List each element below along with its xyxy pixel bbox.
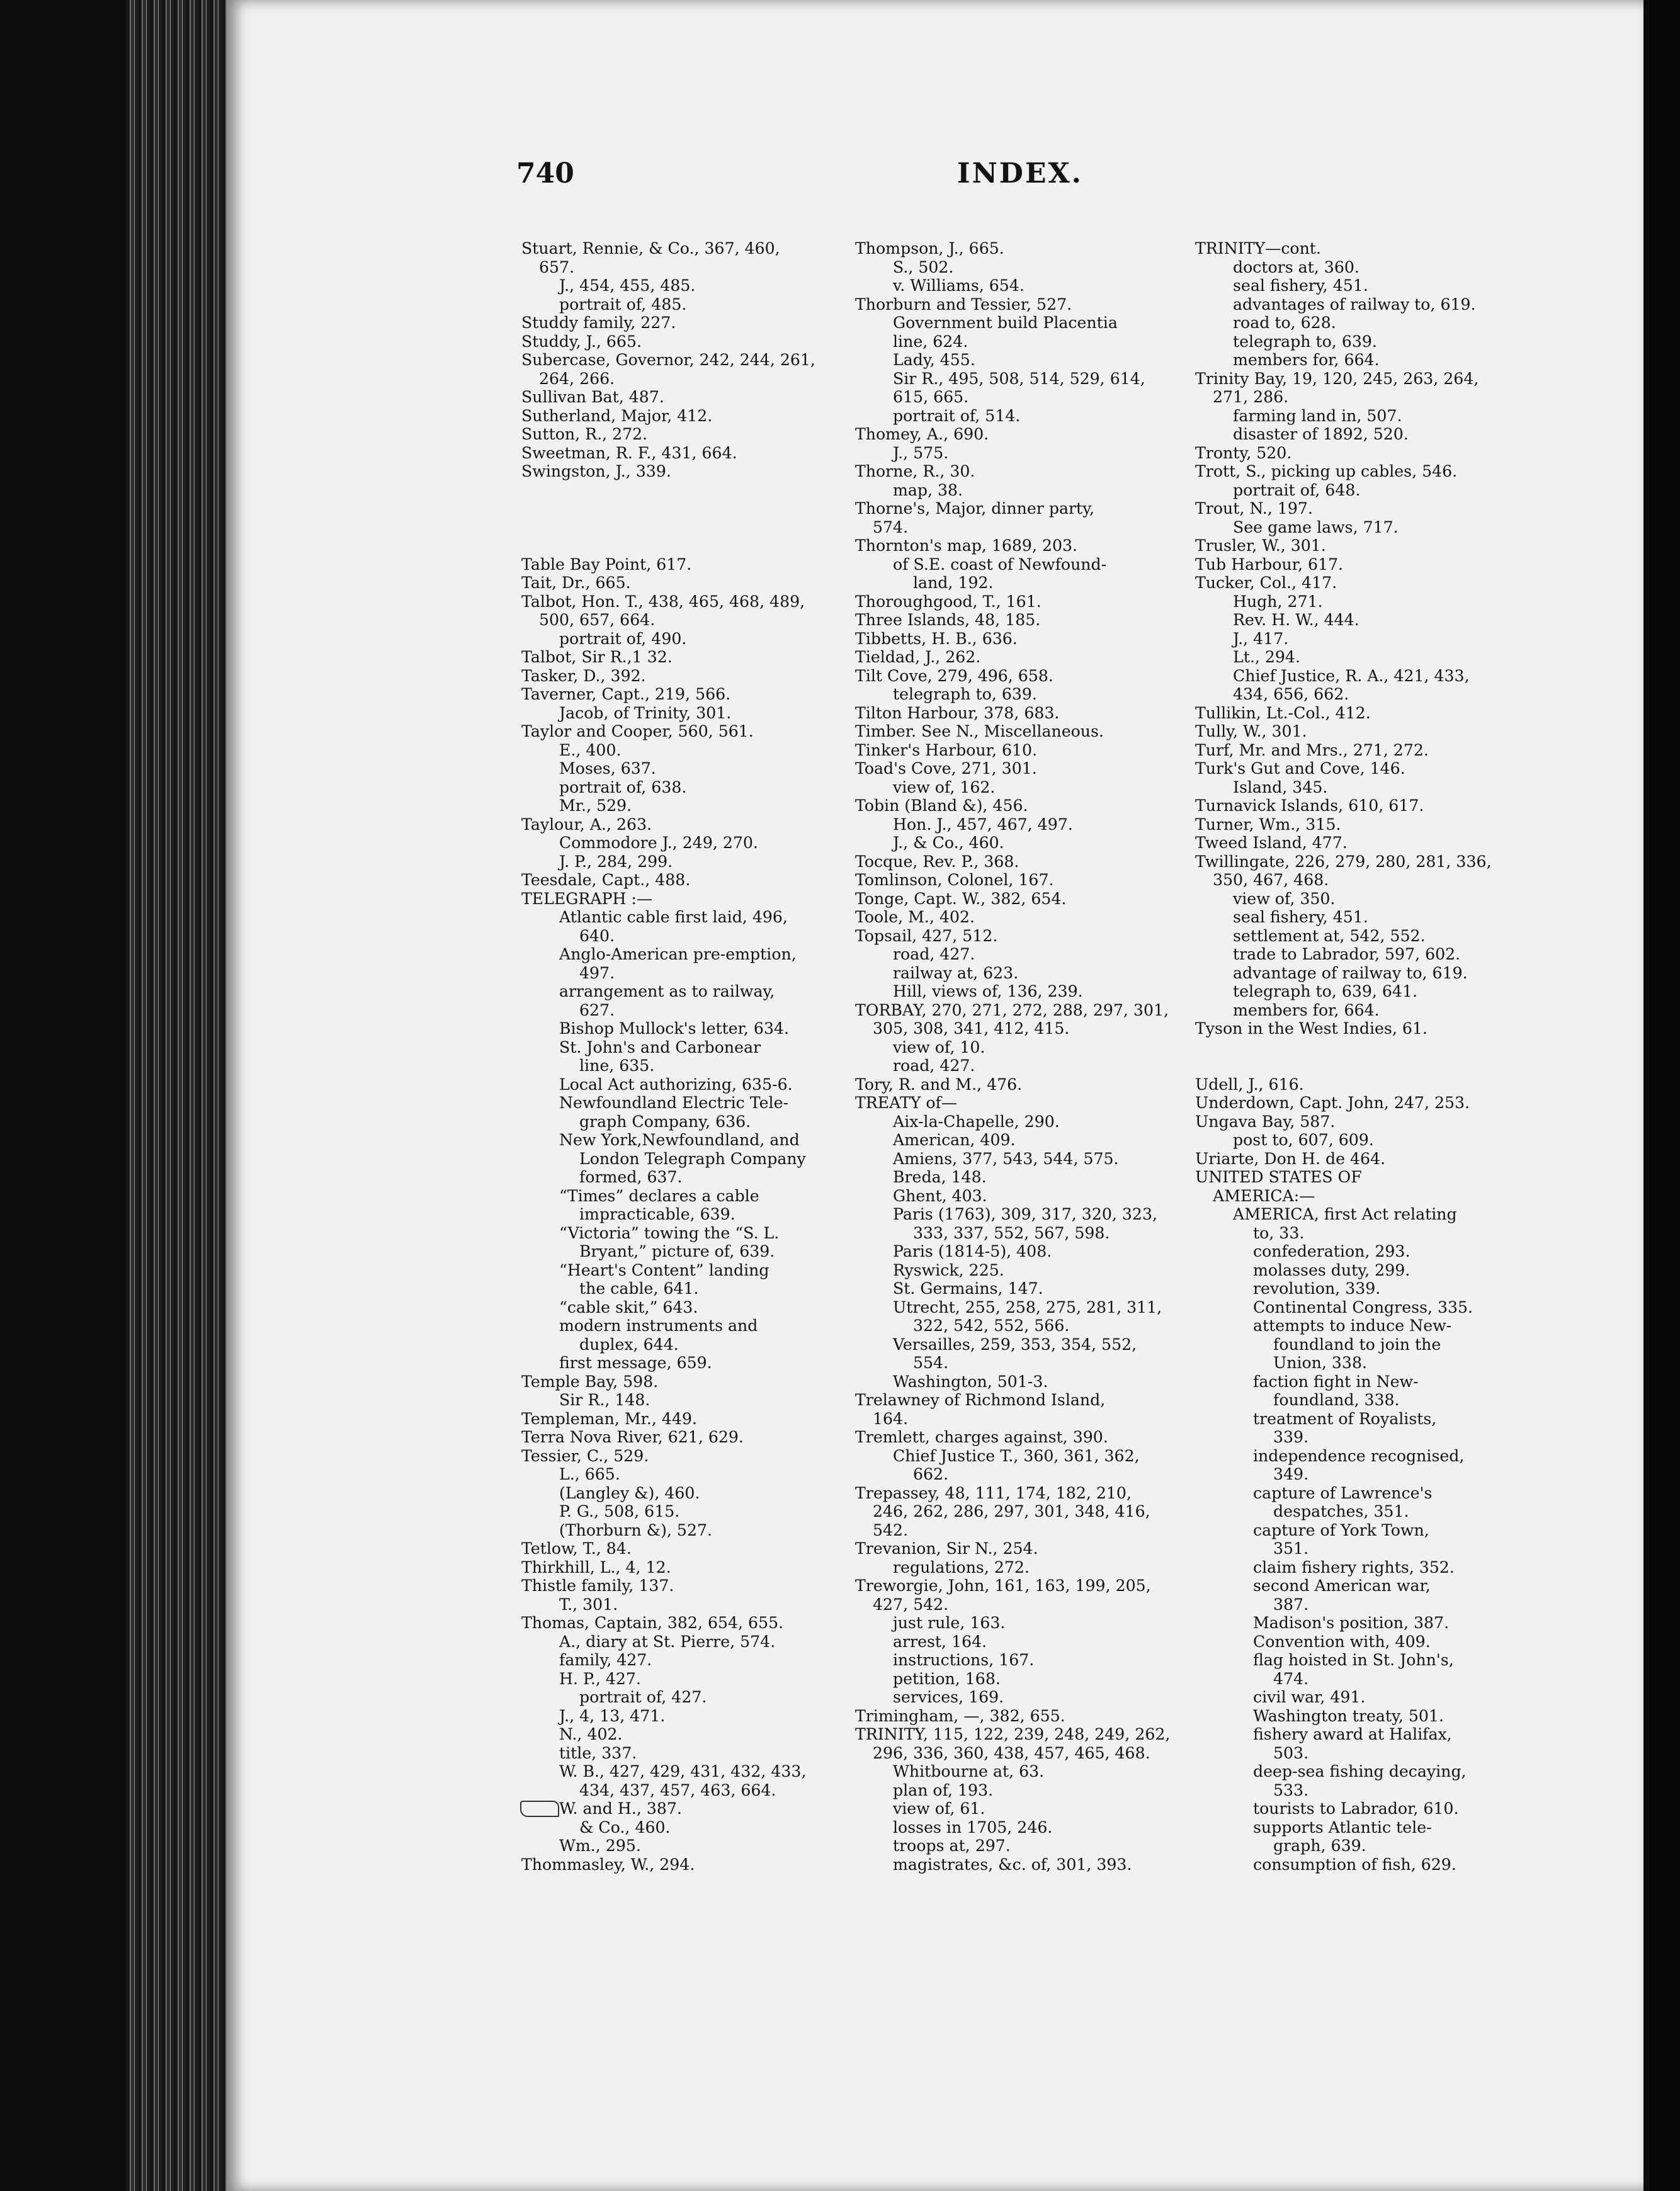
index-entry: Government build Placentia: [893, 314, 1118, 332]
index-entry: Thomey, A., 690.: [855, 425, 989, 443]
index-entry: line, 635.: [579, 1056, 655, 1075]
index-entry: graph Company, 636.: [579, 1112, 751, 1131]
index-entry: farming land in, 507.: [1233, 406, 1402, 425]
index-entry: Tibbetts, H. B., 636.: [855, 629, 1018, 648]
index-entry: (Langley &), 460.: [559, 1483, 700, 1502]
index-entry: tourists to Labrador, 610.: [1253, 1799, 1459, 1818]
index-entry: UNITED STATES OF: [1195, 1168, 1362, 1186]
index-entry: telegraph to, 639.: [893, 685, 1037, 703]
index-entry: supports Atlantic tele-: [1253, 1818, 1432, 1837]
index-entry: road, 427.: [893, 945, 975, 963]
spacer: [1195, 1038, 1507, 1057]
index-entry: impracticable, 639.: [579, 1205, 735, 1223]
index-entry: J., 575.: [893, 443, 949, 462]
index-entry: Trimingham, —, 382, 655.: [855, 1706, 1065, 1725]
index-entry: Taverner, Capt., 219, 566.: [521, 685, 731, 703]
index-entry: second American war,: [1253, 1577, 1431, 1595]
index-entry: L., 665.: [559, 1465, 620, 1483]
index-entry: Bryant,” picture of, 639.: [579, 1242, 775, 1260]
index-entry: 627.: [579, 1000, 615, 1019]
index-entry: Tasker, D., 392.: [521, 666, 646, 685]
index-entry: Swingston, J., 339.: [521, 462, 671, 480]
index-entry: Tub Harbour, 617.: [1195, 555, 1344, 574]
index-entry: J., & Co., 460.: [893, 834, 1004, 852]
index-entry: AMERICA, first Act relating: [1233, 1205, 1457, 1223]
index-entry: Convention with, 409.: [1253, 1632, 1431, 1651]
index-entry: deep-sea fishing decaying,: [1253, 1762, 1467, 1781]
index-entry: 657.: [539, 258, 575, 276]
index-entry: AMERICA:—: [1213, 1186, 1315, 1205]
index-entry: 427, 542.: [873, 1595, 949, 1614]
index-entry: Atlantic cable first laid, 496,: [559, 908, 788, 926]
index-entry: advantages of railway to, 619.: [1233, 295, 1476, 314]
index-entry: Utrecht, 255, 258, 275, 281, 311,: [893, 1298, 1162, 1316]
index-entry: Breda, 148.: [893, 1168, 987, 1186]
index-entry: American, 409.: [893, 1131, 1016, 1149]
index-entry: Tessier, C., 529.: [521, 1446, 649, 1465]
index-entry: troops at, 297.: [893, 1837, 1011, 1855]
spacer: [521, 536, 836, 555]
index-entry: Trelawney of Richmond Island,: [855, 1391, 1106, 1409]
right-dark-border: [1650, 0, 1680, 2191]
index-entry: St. Germains, 147.: [893, 1279, 1043, 1298]
index-entry: view of, 10.: [893, 1038, 985, 1056]
index-entry: of S.E. coast of Newfound-: [893, 555, 1107, 574]
index-entry: members for, 664.: [1233, 1000, 1380, 1019]
index-entry: formed, 637.: [579, 1168, 683, 1186]
index-entry: Tullikin, Lt.-Col., 412.: [1195, 703, 1371, 722]
index-entry: Talbot, Hon. T., 438, 465, 468, 489,: [521, 592, 805, 611]
index-entry: disaster of 1892, 520.: [1233, 425, 1409, 443]
index-entry: “Heart's Content” landing: [559, 1260, 769, 1279]
index-entry: Tremlett, charges against, 390.: [855, 1428, 1108, 1446]
index-entry: Studdy family, 227.: [521, 314, 676, 332]
index-entry: Tinker's Harbour, 610.: [855, 740, 1038, 759]
index-entry: Amiens, 377, 543, 544, 575.: [893, 1149, 1119, 1168]
index-entry: 387.: [1273, 1595, 1309, 1614]
index-entry: doctors at, 360.: [1233, 258, 1359, 276]
index-entry: 500, 657, 664.: [539, 611, 656, 629]
index-entry: Ghent, 403.: [893, 1186, 987, 1205]
index-entry: Stuart, Rennie, & Co., 367, 460,: [521, 239, 780, 258]
index-entry: Commodore J., 249, 270.: [559, 834, 758, 852]
index-entry: Sullivan Bat, 487.: [521, 388, 664, 406]
index-entry: Studdy, J., 665.: [521, 332, 642, 351]
index-entry: magistrates, &c. of, 301, 393.: [893, 1855, 1132, 1874]
index-entry: plan of, 193.: [893, 1781, 994, 1799]
index-entry: Taylour, A., 263.: [521, 815, 652, 834]
index-entry: TRINITY, 115, 122, 239, 248, 249, 262,: [855, 1725, 1171, 1743]
index-entry: portrait of, 490.: [559, 629, 687, 648]
index-entry: Paris (1814-5), 408.: [893, 1242, 1052, 1260]
index-entry: New York,Newfoundland, and: [559, 1131, 800, 1149]
index-entry: Thoroughgood, T., 161.: [855, 592, 1041, 611]
index-entry: 350, 467, 468.: [1213, 871, 1329, 889]
index-entry: J. P., 284, 299.: [559, 852, 673, 871]
index-entry: Island, 345.: [1233, 778, 1328, 796]
index-entry: Sweetman, R. F., 431, 664.: [521, 443, 737, 462]
index-entry: members for, 664.: [1233, 351, 1380, 369]
index-entry: Lady, 455.: [893, 351, 975, 369]
index-entry: “Times” declares a cable: [559, 1186, 759, 1205]
index-entry: N., 402.: [559, 1725, 623, 1743]
index-entry: portrait of, 485.: [559, 295, 687, 314]
index-entry: seal fishery, 451.: [1233, 276, 1368, 295]
index-entry: despatches, 351.: [1273, 1502, 1409, 1520]
index-entry: 246, 262, 286, 297, 301, 348, 416,: [873, 1502, 1150, 1520]
index-entry: Jacob, of Trinity, 301.: [559, 703, 732, 722]
index-entry: Hon. J., 457, 467, 497.: [893, 815, 1073, 834]
index-entry: TREATY of—: [855, 1094, 958, 1112]
index-entry: Tyson in the West Indies, 61.: [1195, 1019, 1427, 1038]
index-entry: Tieldad, J., 262.: [855, 648, 981, 666]
index-entry: foundland to join the: [1273, 1335, 1441, 1354]
index-entry: Thorne's, Major, dinner party,: [855, 499, 1095, 518]
index-entry: graph, 639.: [1273, 1837, 1366, 1855]
index-entry: 339.: [1273, 1428, 1309, 1446]
index-entry: Tomlinson, Colonel, 167.: [855, 871, 1054, 889]
index-entry: “Victoria” towing the “S. L.: [559, 1223, 780, 1242]
index-entry: treatment of Royalists,: [1253, 1409, 1437, 1428]
index-entry: the cable, 641.: [579, 1279, 699, 1298]
index-entry: capture of Lawrence's: [1253, 1483, 1433, 1502]
index-entry: first message, 659.: [559, 1354, 712, 1372]
index-entry: Toole, M., 402.: [855, 908, 975, 926]
spacer: [521, 518, 836, 537]
index-entry: seal fishery, 451.: [1233, 908, 1368, 926]
index-entry: W. and H., 387.: [559, 1799, 682, 1818]
index-entry: portrait of, 514.: [893, 406, 1021, 425]
index-entry: Terra Nova River, 621, 629.: [521, 1428, 744, 1446]
index-entry: title, 337.: [559, 1743, 637, 1762]
index-entry: Tory, R. and M., 476.: [855, 1075, 1023, 1094]
index-entry: Temple Bay, 598.: [521, 1372, 659, 1391]
index-entry: capture of York Town,: [1253, 1520, 1429, 1539]
index-entry: Trott, S., picking up cables, 546.: [1195, 462, 1458, 480]
index-entry: 271, 286.: [1213, 388, 1289, 406]
index-entry: view of, 61.: [893, 1799, 985, 1818]
index-entry: Tweed Island, 477.: [1195, 834, 1348, 852]
index-entry: civil war, 491.: [1253, 1688, 1366, 1706]
index-entry: (Thorburn &), 527.: [559, 1520, 713, 1539]
index-entry: regulations, 272.: [893, 1558, 1030, 1577]
index-entry: Lt., 294.: [1233, 648, 1300, 666]
index-entry: portrait of, 648.: [1233, 480, 1361, 499]
index-entry: Turf, Mr. and Mrs., 271, 272.: [1195, 740, 1429, 759]
index-entry: Anglo-American pre-emption,: [559, 945, 797, 963]
index-entry: 264, 266.: [539, 369, 615, 388]
index-entry: faction fight in New-: [1253, 1372, 1419, 1391]
index-entry: Timber. See N., Miscellaneous.: [855, 722, 1104, 740]
index-entry: Teesdale, Capt., 488.: [521, 871, 691, 889]
index-entry: E., 400.: [559, 740, 621, 759]
index-entry: Hill, views of, 136, 239.: [893, 982, 1083, 1000]
index-entry: v. Williams, 654.: [893, 276, 1024, 295]
index-entry: Tait, Dr., 665.: [521, 574, 631, 592]
index-entry: portrait of, 638.: [559, 778, 687, 796]
index-entry: advantage of railway to, 619.: [1233, 963, 1468, 982]
index-entry: Sir R., 495, 508, 514, 529, 614,: [893, 369, 1145, 388]
index-entry: road, 427.: [893, 1056, 975, 1075]
page-edges: [126, 0, 236, 2191]
index-entry: Trinity Bay, 19, 120, 245, 263, 264,: [1195, 369, 1479, 388]
index-entry: Tully, W., 301.: [1195, 722, 1307, 740]
index-entry: instructions, 167.: [893, 1651, 1035, 1669]
index-entry: Treworgie, John, 161, 163, 199, 205,: [855, 1577, 1151, 1595]
index-entry: revolution, 339.: [1253, 1279, 1381, 1298]
index-entry: Sir R., 148.: [559, 1391, 650, 1409]
index-entry: J., 454, 455, 485.: [559, 276, 696, 295]
index-entry: Tronty, 520.: [1195, 443, 1292, 462]
index-entry: Tucker, Col., 417.: [1195, 574, 1337, 592]
index-entry: Turk's Gut and Cove, 146.: [1195, 759, 1405, 778]
index-entry: Bishop Mullock's letter, 634.: [559, 1019, 789, 1038]
index-entry: settlement at, 542, 552.: [1233, 926, 1426, 945]
index-entry: J., 417.: [1233, 629, 1289, 648]
index-entry: Paris (1763), 309, 317, 320, 323,: [893, 1205, 1157, 1223]
index-entry: Turner, Wm., 315.: [1195, 815, 1341, 834]
index-entry: T., 301.: [559, 1595, 618, 1614]
index-entry: modern instruments and: [559, 1316, 758, 1335]
index-entry: view of, 162.: [893, 778, 996, 796]
index-entry: Versailles, 259, 353, 354, 552,: [893, 1335, 1137, 1354]
index-entry: post to, 607, 609.: [1233, 1131, 1374, 1149]
index-entry: just rule, 163.: [893, 1614, 1006, 1632]
index-entry: St. John's and Carbonear: [559, 1038, 761, 1056]
index-entry: & Co., 460.: [579, 1818, 671, 1837]
index-entry: J., 4, 13, 471.: [559, 1706, 666, 1725]
index-entry: P. G., 508, 615.: [559, 1502, 680, 1520]
index-entry: Thorne, R., 30.: [855, 462, 975, 480]
index-entry: 434, 656, 662.: [1233, 685, 1349, 703]
index-column-2: [855, 239, 1179, 1874]
index-entry: 474.: [1273, 1669, 1309, 1688]
index-entry: foundland, 338.: [1273, 1391, 1400, 1409]
page-number: 740: [516, 157, 574, 190]
index-entry: Thirkhill, L., 4, 12.: [521, 1558, 671, 1577]
index-entry: Trepassey, 48, 111, 174, 182, 210,: [855, 1483, 1132, 1502]
spacer: [1195, 1056, 1507, 1075]
index-entry: TRINITY—cont.: [1195, 239, 1321, 258]
index-entry: Trusler, W., 301.: [1195, 536, 1326, 555]
index-entry: See game laws, 717.: [1233, 518, 1399, 536]
index-entry: Moses, 637.: [559, 759, 656, 778]
index-entry: Toad's Cove, 271, 301.: [855, 759, 1037, 778]
index-entry: Tilton Harbour, 378, 683.: [855, 703, 1060, 722]
index-entry: claim fishery rights, 352.: [1253, 1558, 1455, 1577]
index-entry: Continental Congress, 335.: [1253, 1298, 1473, 1316]
index-entry: 164.: [873, 1409, 909, 1428]
index-entry: Hugh, 271.: [1233, 592, 1323, 611]
index-entry: Thistle family, 137.: [521, 1577, 674, 1595]
index-entry: 615, 665.: [893, 388, 969, 406]
index-entry: Chief Justice T., 360, 361, 362,: [893, 1446, 1140, 1465]
index-column-1: [521, 239, 836, 1874]
index-entry: Table Bay Point, 617.: [521, 555, 692, 574]
index-entry: TELEGRAPH :—: [521, 889, 653, 908]
index-entry: 533.: [1273, 1781, 1309, 1799]
index-column-3: [1195, 239, 1507, 1874]
index-entry: road to, 628.: [1233, 314, 1336, 332]
index-entry: TORBAY, 270, 271, 272, 288, 297, 301,: [855, 1000, 1169, 1019]
index-entry: 662.: [913, 1465, 949, 1483]
index-entry: services, 169.: [893, 1688, 1004, 1706]
index-entry: Udell, J., 616.: [1195, 1075, 1304, 1094]
index-entry: confederation, 293.: [1253, 1242, 1410, 1260]
index-entry: losses in 1705, 246.: [893, 1818, 1053, 1837]
index-entry: Talbot, Sir R.,1 32.: [521, 648, 673, 666]
index-entry: Templeman, Mr., 449.: [521, 1409, 698, 1428]
index-entry: 305, 308, 341, 412, 415.: [873, 1019, 1070, 1038]
index-entry: map, 38.: [893, 480, 963, 499]
index-entry: line, 624.: [893, 332, 968, 351]
index-entry: Washington treaty, 501.: [1253, 1706, 1444, 1725]
index-entry: arrest, 164.: [893, 1632, 987, 1651]
index-entry: 640.: [579, 926, 615, 945]
index-entry: London Telegraph Company: [579, 1149, 806, 1168]
index-entry: Ungava Bay, 587.: [1195, 1112, 1336, 1131]
index-entry: Washington, 501-3.: [893, 1372, 1048, 1391]
index-entry: Three Islands, 48, 185.: [855, 611, 1041, 629]
index-entry: Sutherland, Major, 412.: [521, 406, 713, 425]
index-entry: Topsail, 427, 512.: [855, 926, 998, 945]
index-entry: Madison's position, 387.: [1253, 1614, 1450, 1632]
index-entry: Aix-la-Chapelle, 290.: [893, 1112, 1060, 1131]
index-entry: Mr., 529.: [559, 796, 632, 815]
index-entry: 434, 437, 457, 463, 664.: [579, 1781, 776, 1799]
index-entry: 574.: [873, 518, 909, 536]
index-entry: 333, 337, 552, 567, 598.: [913, 1223, 1110, 1242]
index-entry: Trout, N., 197.: [1195, 499, 1313, 518]
index-entry: petition, 168.: [893, 1669, 1001, 1688]
page-title: INDEX.: [957, 157, 1083, 190]
index-entry: Thomas, Captain, 382, 654, 655.: [521, 1614, 784, 1632]
index-entry: Subercase, Governor, 242, 244, 261,: [521, 351, 815, 369]
index-entry: Chief Justice, R. A., 421, 433,: [1233, 666, 1470, 685]
index-entry: to, 33.: [1253, 1223, 1305, 1242]
index-entry: Tilt Cove, 279, 496, 658.: [855, 666, 1053, 685]
index-entry: Thompson, J., 665.: [855, 239, 1004, 258]
index-entry: Underdown, Capt. John, 247, 253.: [1195, 1094, 1470, 1112]
index-entry: Wm., 295.: [559, 1837, 641, 1855]
index-entry: Tobin (Bland &), 456.: [855, 796, 1028, 815]
index-entry: consumption of fish, 629.: [1253, 1855, 1456, 1874]
index-entry: 322, 542, 552, 566.: [913, 1316, 1070, 1335]
index-entry: Tetlow, T., 84.: [521, 1539, 632, 1558]
index-entry: fishery award at Halifax,: [1253, 1725, 1452, 1743]
index-entry: duplex, 644.: [579, 1335, 679, 1354]
index-entry: Uriarte, Don H. de 464.: [1195, 1149, 1386, 1168]
index-entry: H. P., 427.: [559, 1669, 641, 1688]
index-entry: telegraph to, 639, 641.: [1233, 982, 1417, 1000]
printer-ornament-icon: [520, 1801, 559, 1817]
index-entry: Ryswick, 225.: [893, 1260, 1004, 1279]
index-entry: Thorburn and Tessier, 527.: [855, 295, 1072, 314]
index-entry: “cable skit,” 643.: [559, 1298, 698, 1316]
index-entry: S., 502.: [893, 258, 954, 276]
index-entry: 503.: [1273, 1743, 1309, 1762]
index-entry: Sutton, R., 272.: [521, 425, 648, 443]
index-entry: Taylor and Cooper, 560, 561.: [521, 722, 754, 740]
index-entry: 542.: [873, 1520, 909, 1539]
index-entry: A., diary at St. Pierre, 574.: [559, 1632, 776, 1651]
index-entry: view of, 350.: [1233, 889, 1336, 908]
index-entry: Rev. H. W., 444.: [1233, 611, 1359, 629]
index-entry: Thommasley, W., 294.: [521, 1855, 695, 1874]
index-entry: portrait of, 427.: [579, 1688, 707, 1706]
index-entry: trade to Labrador, 597, 602.: [1233, 945, 1461, 963]
index-entry: independence recognised,: [1253, 1446, 1465, 1465]
index-entry: molasses duty, 299.: [1253, 1260, 1410, 1279]
spacer: [521, 481, 836, 500]
index-entry: Whitbourne at, 63.: [893, 1762, 1045, 1781]
index-entry: land, 192.: [913, 574, 994, 592]
index-entry: Turnavick Islands, 610, 617.: [1195, 796, 1424, 815]
index-entry: 349.: [1273, 1465, 1309, 1483]
index-entry: Thornton's map, 1689, 203.: [855, 536, 1078, 555]
index-entry: Trevanion, Sir N., 254.: [855, 1539, 1038, 1558]
index-entry: arrangement as to railway,: [559, 982, 775, 1000]
index-entry: Union, 338.: [1273, 1354, 1367, 1372]
index-entry: 554.: [913, 1354, 949, 1372]
index-entry: railway at, 623.: [893, 963, 1019, 982]
index-entry: Local Act authorizing, 635-6.: [559, 1075, 793, 1094]
spacer: [521, 499, 836, 518]
index-entry: 351.: [1273, 1539, 1309, 1558]
index-entry: attempts to induce New-: [1253, 1316, 1452, 1335]
index-entry: 497.: [579, 963, 615, 982]
index-entry: Twillingate, 226, 279, 280, 281, 336,: [1195, 852, 1492, 871]
index-entry: flag hoisted in St. John's,: [1253, 1651, 1454, 1669]
index-entry: family, 427.: [559, 1651, 652, 1669]
index-entry: 296, 336, 360, 438, 457, 465, 468.: [873, 1743, 1150, 1762]
index-entry: Tonge, Capt. W., 382, 654.: [855, 889, 1067, 908]
index-entry: Tocque, Rev. P., 368.: [855, 852, 1019, 871]
index-entry: telegraph to, 639.: [1233, 332, 1377, 351]
index-entry: Newfoundland Electric Tele-: [559, 1094, 788, 1112]
index-entry: W. B., 427, 429, 431, 432, 433,: [559, 1762, 807, 1781]
